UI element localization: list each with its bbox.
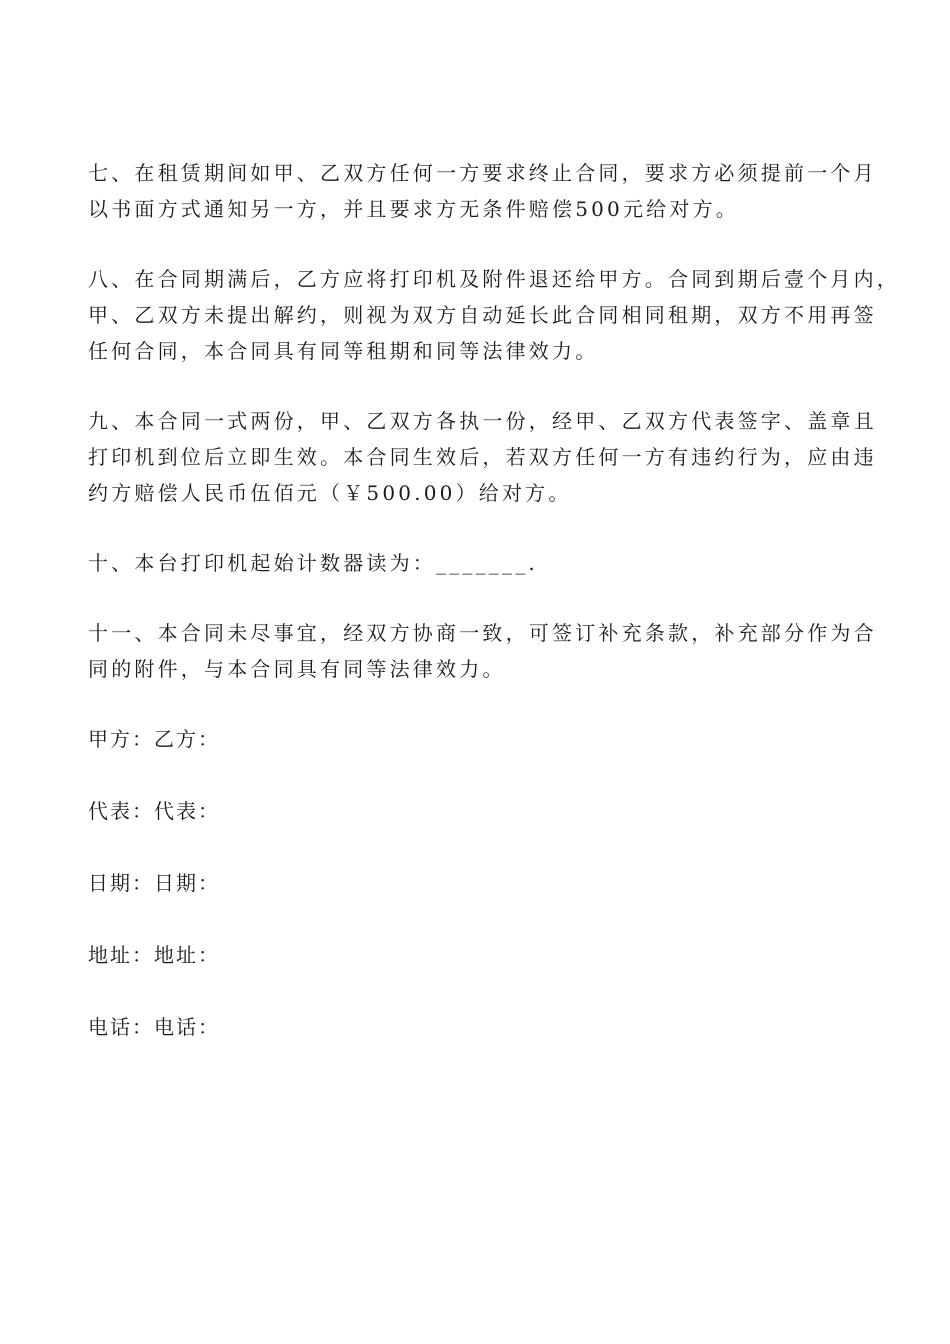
signature-date: 日期：日期： [88,871,220,895]
clause-line: 甲、乙双方未提出解约，则视为双方自动延长此合同相同租期，双方不用再签 [88,303,877,327]
clause-7 [88,155,877,227]
signature-representative: 代表：代表： [88,799,220,823]
clause-line: 七、在租赁期间如甲、乙双方任何一方要求终止合同，要求方必须提前一个月 [88,161,877,185]
clause-line: 九、本合同一式两份，甲、乙双方各执一份，经甲、乙双方代表签字、盖章且 [88,409,877,433]
clause-line: 同的附件，与本合同具有同等法律效力。 [88,657,506,681]
clause-9 [88,403,877,511]
clause-line: 十一、本合同未尽事宜，经双方协商一致，可签订补充条款，补充部分作为合 [88,621,877,645]
clause-10 [88,545,868,581]
signature-parties: 甲方：乙方： [88,727,220,751]
clause-8 [88,261,900,369]
clause-11 [88,615,877,687]
signature-phone: 电话：电话： [88,1015,220,1039]
clause-line: 以书面方式通知另一方，并且要求方无条件赔偿500元给对方。 [88,197,739,221]
clause-line: 约方赔偿人民币伍佰元（￥500.00）给对方。 [88,481,572,505]
signature-address: 地址：地址： [88,943,220,967]
clause-line: 打印机到位后立即生效。本合同生效后，若双方任何一方有违约行为，应由违 [88,445,877,469]
clause-line: 十、本台打印机起始计数器读为：_______. [88,551,538,575]
contract-page [88,155,900,1081]
clause-line: 任何合同，本合同具有同等租期和同等法律效力。 [88,339,599,363]
clause-line: 八、在合同期满后，乙方应将打印机及附件退还给甲方。合同到期后壹个月内， [88,267,900,291]
